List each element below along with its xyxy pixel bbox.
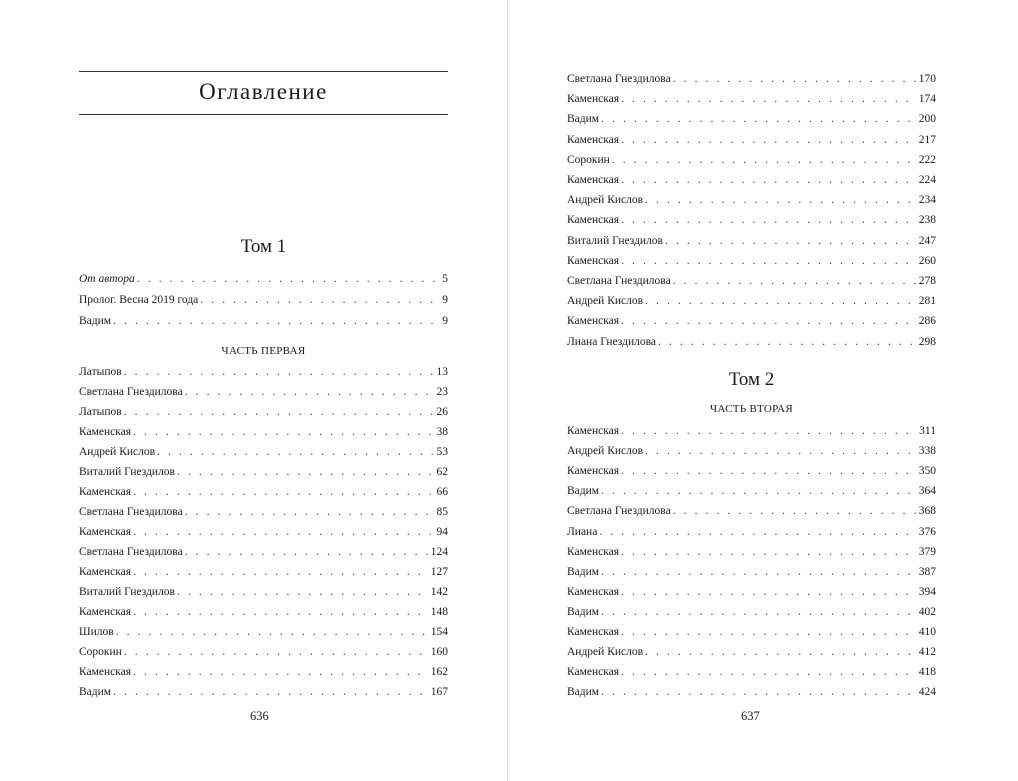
continued-entry xyxy=(567,292,936,310)
dot-leader xyxy=(621,252,917,270)
entry-title: Сорокин xyxy=(567,153,610,166)
part-2-entry xyxy=(567,623,936,641)
part-1-entry xyxy=(79,603,448,621)
dot-leader xyxy=(124,643,429,661)
part-2-entry xyxy=(567,643,936,661)
dot-leader xyxy=(113,683,429,701)
toc-heading: Оглавление xyxy=(199,79,328,104)
entry-page-number: 148 xyxy=(430,606,448,618)
entry-page-number: 9 xyxy=(442,294,448,306)
entry-page-number: 350 xyxy=(918,465,936,478)
dot-leader xyxy=(133,603,429,621)
part-1-entry xyxy=(79,443,448,461)
dot-leader xyxy=(113,312,440,330)
dot-leader xyxy=(621,312,917,330)
continued-entry xyxy=(567,232,936,250)
entry-page-number: 94 xyxy=(436,526,448,538)
continued-entry xyxy=(567,312,936,330)
dot-leader xyxy=(599,523,916,541)
part-2-entry xyxy=(567,663,936,681)
entry-title: Андрей Кислов xyxy=(567,445,644,458)
part-2-entry xyxy=(567,422,936,440)
dot-leader xyxy=(621,583,917,601)
continued-entry xyxy=(567,333,936,351)
entry-page-number: 418 xyxy=(918,666,936,679)
part-1-entry xyxy=(79,643,448,661)
entry-title: Вадим xyxy=(79,315,112,327)
part-1-entry xyxy=(79,543,448,561)
continued-entry xyxy=(567,70,936,88)
entry-title: Андрей Кислов xyxy=(567,194,644,207)
entry-page-number: 278 xyxy=(918,275,936,287)
entry-title: Каменская xyxy=(79,566,132,578)
entry-page-number: 247 xyxy=(918,234,936,247)
entry-title: Каменская xyxy=(567,214,620,227)
entry-title: Каменская xyxy=(567,254,620,267)
part-1-title: ЧАСТЬ ПЕРВАЯ xyxy=(221,345,306,357)
continued-entry xyxy=(567,131,936,149)
entry-page-number: 62 xyxy=(436,466,448,478)
dot-leader xyxy=(621,171,917,189)
part-1-entry xyxy=(79,363,448,381)
entry-title: Виталий Гнездилов xyxy=(567,234,663,247)
entry-page-number: 154 xyxy=(430,626,448,638)
part-1-entry xyxy=(79,583,448,601)
dot-leader xyxy=(673,502,917,520)
entry-page-number: 424 xyxy=(918,686,936,699)
entry-title: Светлана Гнездилова xyxy=(79,386,183,398)
continued-entry xyxy=(567,151,936,169)
entry-title: Светлана Гнездилова xyxy=(79,506,183,518)
part-1-entry xyxy=(79,383,448,401)
part-1-entry xyxy=(79,563,448,581)
part-2-entry xyxy=(567,603,936,621)
entry-page-number: 38 xyxy=(436,426,448,438)
dot-leader xyxy=(177,583,429,601)
entry-title: Андрей Кислов xyxy=(567,295,644,308)
entry-title: Вадим xyxy=(567,565,600,578)
dot-leader xyxy=(200,291,440,309)
dot-leader xyxy=(133,563,429,581)
entry-title: Каменская xyxy=(567,626,620,638)
entry-page-number: 142 xyxy=(430,586,448,598)
entry-title: Латыпов xyxy=(79,406,122,418)
intro-entry xyxy=(79,270,448,288)
entry-page-number: 238 xyxy=(918,214,936,227)
entry-title: Каменская xyxy=(79,526,132,538)
continued-entry xyxy=(567,211,936,229)
dot-leader xyxy=(185,543,429,561)
volume-2-title: Том 2 xyxy=(728,369,775,390)
part-1-entry xyxy=(79,663,448,681)
entry-title: Каменская xyxy=(79,666,132,678)
entry-title: Каменская xyxy=(567,465,620,478)
dot-leader xyxy=(621,211,917,229)
dot-leader xyxy=(621,462,917,480)
part-2-entry xyxy=(567,442,936,460)
entry-page-number: 217 xyxy=(918,133,936,146)
dot-leader xyxy=(124,403,435,421)
entry-page-number: 379 xyxy=(918,545,936,558)
entry-title: Андрей Кислов xyxy=(79,446,156,458)
part-1-entry xyxy=(79,523,448,541)
continued-entry xyxy=(567,171,936,189)
part-1-entry xyxy=(79,423,448,441)
entry-title: Лиана xyxy=(567,525,598,538)
dot-leader xyxy=(621,663,917,681)
entry-title: Вадим xyxy=(79,686,112,698)
entry-page-number: 338 xyxy=(918,445,936,458)
part-1-entry xyxy=(79,483,448,501)
part-1-entry xyxy=(79,683,448,701)
entry-title: Каменская xyxy=(79,426,132,438)
continued-entry xyxy=(567,191,936,209)
entry-page-number: 368 xyxy=(918,505,936,518)
part-2-title: ЧАСТЬ ВТОРАЯ xyxy=(710,403,793,415)
dot-leader xyxy=(185,503,435,521)
part-2-entry xyxy=(567,502,936,520)
entry-title: Вадим xyxy=(567,605,600,618)
dot-leader xyxy=(645,442,917,460)
dot-leader xyxy=(601,603,917,621)
entry-title: Каменская xyxy=(567,133,620,146)
dot-leader xyxy=(601,110,917,128)
dot-leader xyxy=(621,90,917,108)
entry-title: Вадим xyxy=(567,485,600,498)
entry-page-number: 410 xyxy=(918,626,936,638)
entry-page-number: 234 xyxy=(918,194,936,207)
dot-leader xyxy=(157,443,434,461)
intro-entry xyxy=(79,312,448,330)
entry-page-number: 387 xyxy=(918,565,936,578)
entry-title: От автора xyxy=(79,273,135,285)
entry-page-number: 13 xyxy=(436,366,448,378)
entry-page-number: 281 xyxy=(918,295,936,308)
dot-leader xyxy=(645,191,917,209)
entry-page-number: 311 xyxy=(919,425,936,437)
part-2-entry xyxy=(567,683,936,701)
entry-page-number: 402 xyxy=(918,605,936,618)
entry-title: Сорокин xyxy=(79,646,122,658)
entry-page-number: 224 xyxy=(918,174,936,186)
part-1-entry xyxy=(79,463,448,481)
dot-leader xyxy=(673,272,917,290)
dot-leader xyxy=(645,643,917,661)
entry-title: Каменская xyxy=(79,606,132,618)
entry-title: Латыпов xyxy=(79,366,122,378)
dot-leader xyxy=(185,383,435,401)
entry-title: Андрей Кислов xyxy=(567,646,644,659)
dot-leader xyxy=(133,663,429,681)
part-2-entry xyxy=(567,462,936,480)
entry-page-number: 174 xyxy=(918,93,936,106)
entry-page-number: 66 xyxy=(436,486,448,498)
entry-title: Светлана Гнездилова xyxy=(567,73,671,85)
entry-page-number: 286 xyxy=(918,315,936,328)
dot-leader xyxy=(621,543,917,561)
left-page xyxy=(0,0,508,781)
part-1-entry xyxy=(79,503,448,521)
dot-leader xyxy=(133,483,434,501)
title-rule-bottom xyxy=(79,114,448,115)
dot-leader xyxy=(658,333,917,351)
dot-leader xyxy=(137,270,440,288)
entry-title: Каменская xyxy=(567,315,620,328)
entry-page-number: 298 xyxy=(918,335,936,348)
entry-title: Каменская xyxy=(567,585,620,598)
entry-page-number: 167 xyxy=(430,686,448,698)
entry-title: Лиана Гнездилова xyxy=(567,335,657,348)
entry-title: Виталий Гнездилов xyxy=(79,466,175,478)
right-page xyxy=(508,0,1018,781)
entry-page-number: 376 xyxy=(918,525,936,538)
dot-leader xyxy=(133,423,434,441)
part-2-entry xyxy=(567,482,936,500)
entry-title: Каменская xyxy=(79,486,132,498)
entry-page-number: 53 xyxy=(436,446,448,458)
dot-leader xyxy=(645,292,917,310)
part-1-entry xyxy=(79,623,448,641)
dot-leader xyxy=(665,232,917,250)
entry-page-number: 260 xyxy=(918,254,936,267)
dot-leader xyxy=(621,623,917,641)
entry-page-number: 23 xyxy=(436,386,448,398)
part-1-entry xyxy=(79,403,448,421)
continued-entry xyxy=(567,252,936,270)
entry-page-number: 394 xyxy=(918,585,936,598)
dot-leader xyxy=(177,463,435,481)
dot-leader xyxy=(116,623,429,641)
dot-leader xyxy=(621,422,917,440)
intro-entry xyxy=(79,291,448,309)
entry-title: Каменская xyxy=(567,93,620,106)
entry-page-number: 9 xyxy=(442,315,448,327)
dot-leader xyxy=(124,363,435,381)
entry-title: Пролог. Весна 2019 года xyxy=(79,294,199,306)
dot-leader xyxy=(612,151,917,169)
entry-title: Светлана Гнездилова xyxy=(79,546,183,558)
entry-title: Светлана Гнездилова xyxy=(567,505,671,518)
part-2-entry xyxy=(567,563,936,581)
entry-page-number: 200 xyxy=(918,113,936,126)
entry-page-number: 162 xyxy=(430,666,448,678)
entry-page-number: 412 xyxy=(918,646,936,659)
entry-page-number: 364 xyxy=(918,485,936,498)
part-2-entry xyxy=(567,583,936,601)
entry-title: Светлана Гнездилова xyxy=(567,275,671,287)
entry-title: Каменская xyxy=(567,174,620,186)
entry-page-number: 160 xyxy=(430,646,448,658)
part-2-entry xyxy=(567,543,936,561)
entry-title: Каменская xyxy=(567,545,620,558)
dot-leader xyxy=(621,131,917,149)
title-rule-top xyxy=(79,71,448,72)
page-number-right: 637 xyxy=(741,709,760,723)
continued-entry xyxy=(567,272,936,290)
entry-page-number: 222 xyxy=(918,153,936,166)
entry-title: Вадим xyxy=(567,113,600,126)
volume-1-title: Том 1 xyxy=(240,236,287,257)
page-number-left: 636 xyxy=(250,709,269,723)
entry-title: Вадим xyxy=(567,686,600,699)
entry-title: Каменская xyxy=(567,425,620,437)
entry-page-number: 85 xyxy=(436,506,448,518)
part-2-entry xyxy=(567,523,936,541)
dot-leader xyxy=(601,683,917,701)
dot-leader xyxy=(673,70,917,88)
entry-page-number: 127 xyxy=(430,566,448,578)
dot-leader xyxy=(601,563,917,581)
entry-page-number: 26 xyxy=(436,406,448,418)
entry-title: Шилов xyxy=(79,626,114,638)
entry-title: Виталий Гнездилов xyxy=(79,586,175,598)
entry-page-number: 124 xyxy=(430,546,448,558)
continued-entry xyxy=(567,90,936,108)
dot-leader xyxy=(601,482,917,500)
entry-page-number: 5 xyxy=(442,273,448,285)
entry-page-number: 170 xyxy=(918,73,936,85)
dot-leader xyxy=(133,523,434,541)
continued-entry xyxy=(567,110,936,128)
entry-title: Каменская xyxy=(567,666,620,679)
